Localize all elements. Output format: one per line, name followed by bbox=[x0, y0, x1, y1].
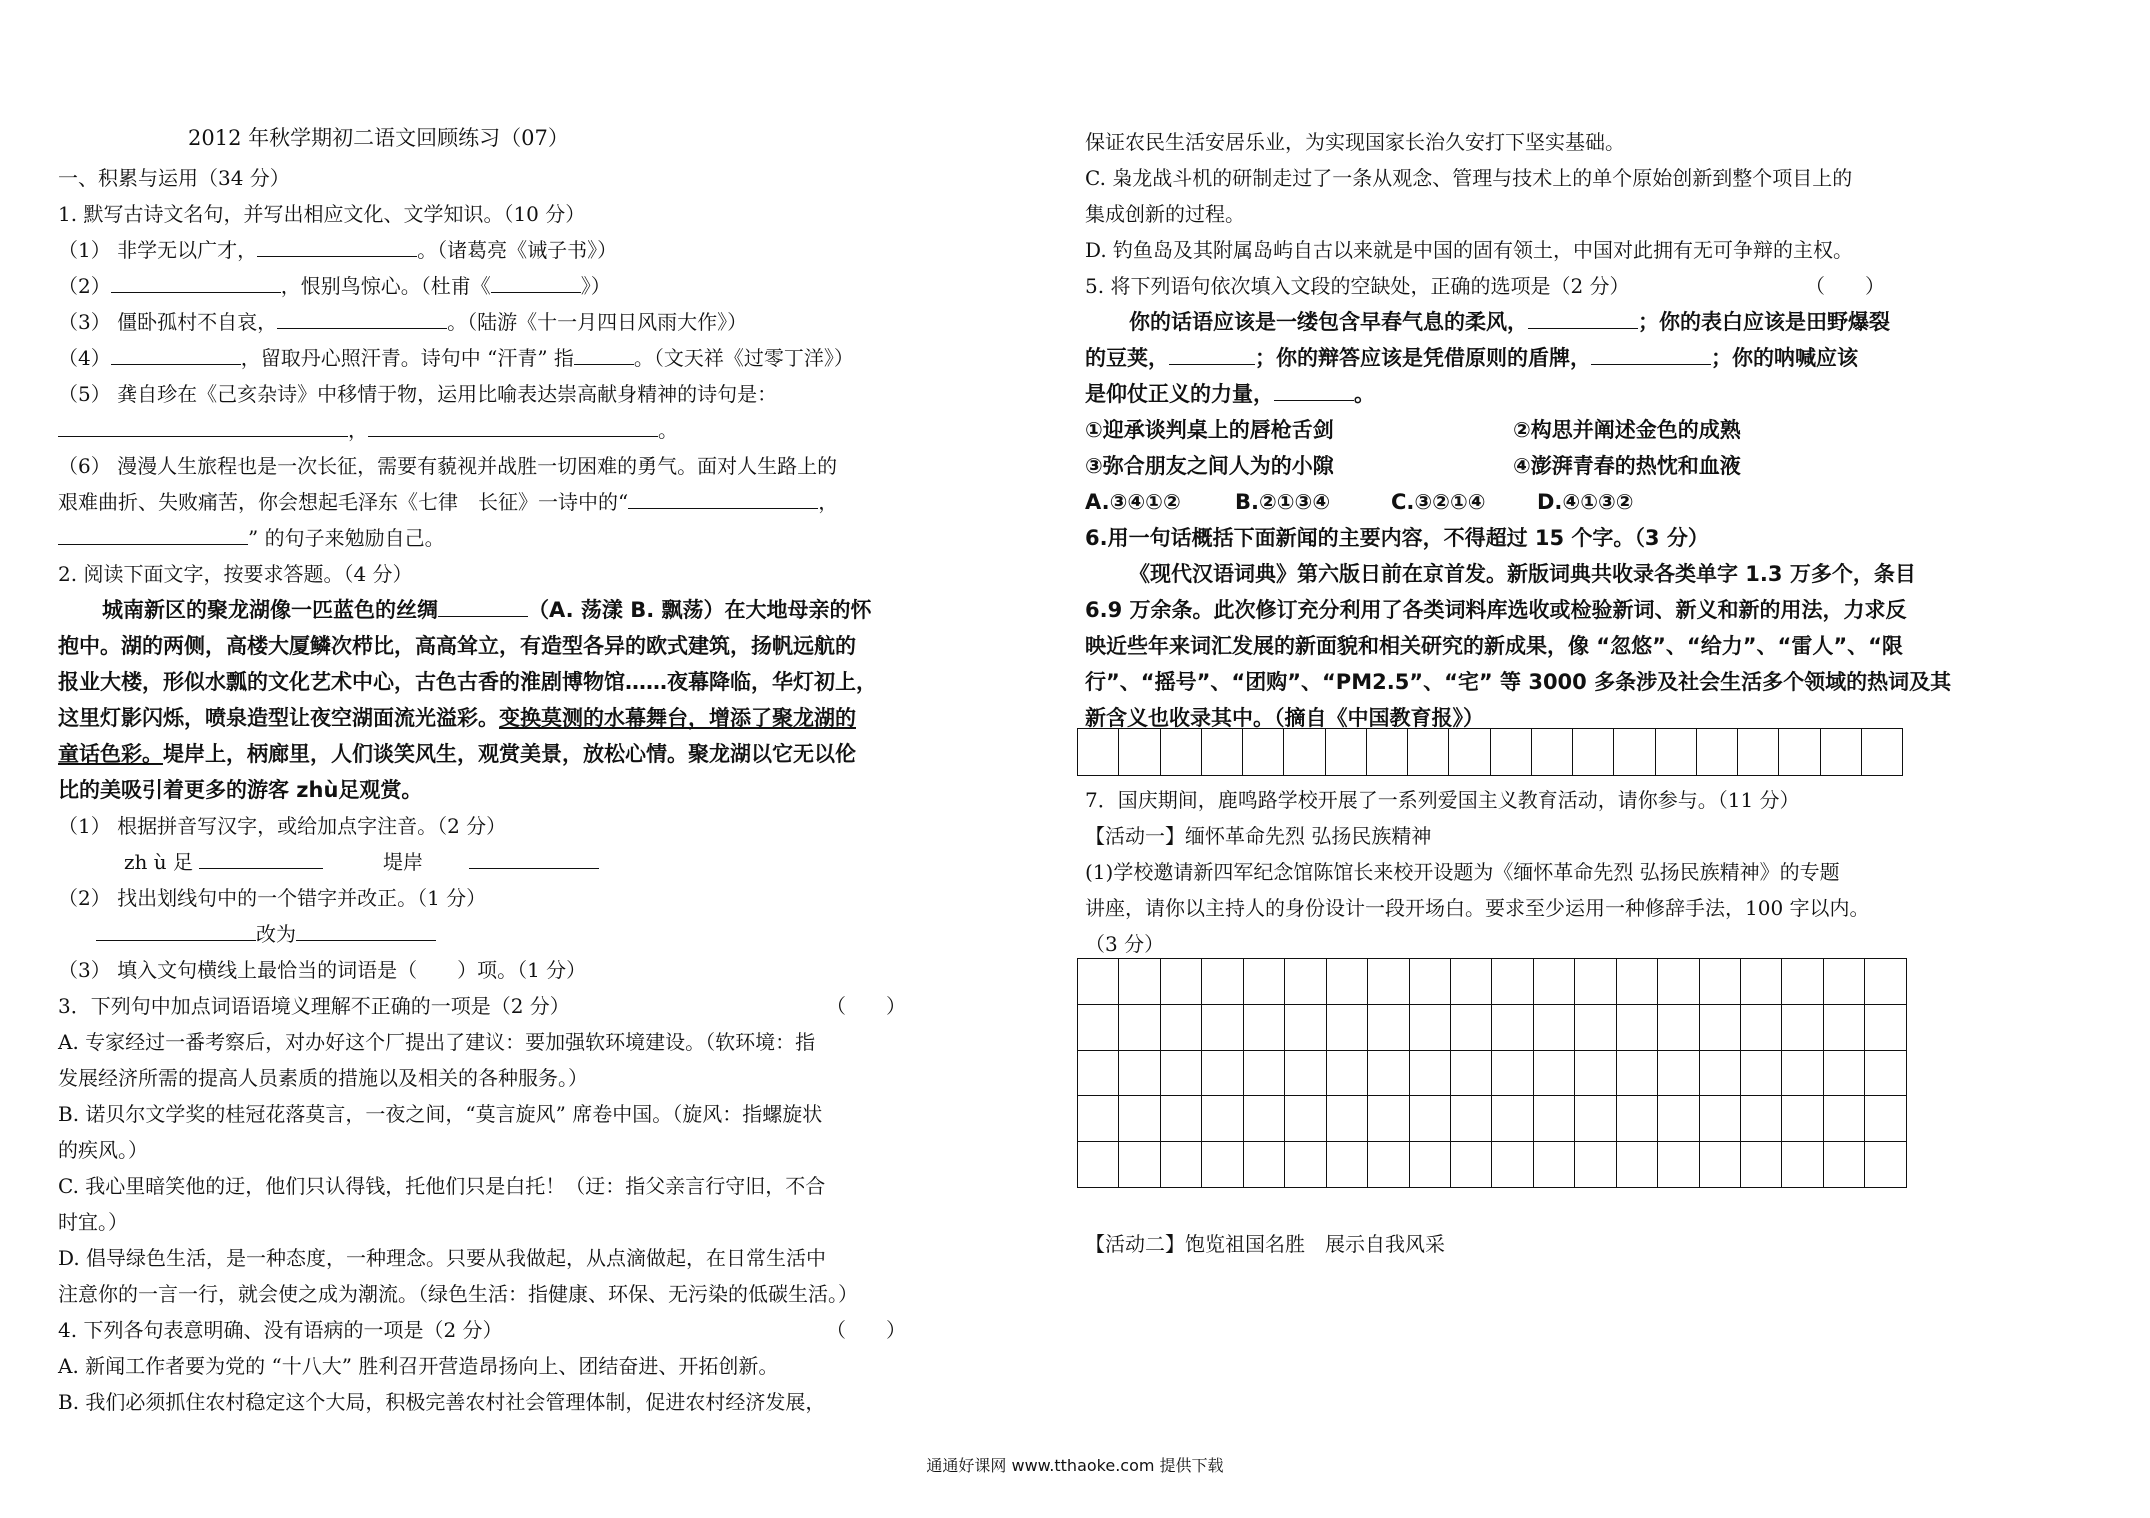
answer-blank[interactable] bbox=[296, 920, 436, 941]
passage-line: 城南新区的聚龙湖像一匹蓝色的丝绸 （A. 荡漾 B. 飘荡）在大地母亲的怀 bbox=[102, 598, 872, 622]
answer-blank[interactable] bbox=[469, 848, 599, 869]
option-c: C. 我心里暗笑他的迂，他们只认得钱，托他们只是白托！（迂：指父亲言行守旧，不合 bbox=[58, 1174, 826, 1198]
news-line: 新含义也收录其中。（摘自《中国教育报》） bbox=[1085, 706, 1484, 730]
answer-blank[interactable] bbox=[491, 272, 581, 293]
passage-line: 报业大楼，形似水瓢的文化艺术中心，古色古香的淮剧博物馆……夜幕降临，华灯初上， bbox=[58, 670, 877, 694]
section-heading: 一、积累与运用（34 分） bbox=[58, 166, 290, 190]
answer-blank[interactable] bbox=[96, 920, 256, 941]
q1-item-2: （2） ，恨别鸟惊心。（杜甫《 》） bbox=[58, 274, 611, 298]
option-d: D.④①③② bbox=[1537, 490, 1634, 514]
q1-item-6-line3: ” 的句子来勉励自己。 bbox=[58, 524, 445, 552]
option-b: B. 诺贝尔文学奖的桂冠花落莫言，一夜之间，“莫言旋风” 席卷中国。（旋风：指螺旋状 bbox=[58, 1102, 823, 1126]
passage-line: 你的话语应该是一缕包含早春气息的柔风， ；你的表白应该是田野爆裂 bbox=[1129, 310, 1890, 334]
answer-blank[interactable] bbox=[111, 344, 241, 365]
answer-blank[interactable] bbox=[368, 416, 658, 437]
q1-item-6-line2: 艰难曲折、失败痛苦，你会想起毛泽东《七律 长征》一诗中的“ ， bbox=[58, 490, 839, 514]
q2-item-2-blanks: 改为 bbox=[96, 920, 436, 948]
option-b: B. 我们必须抓住农村稳定这个大局，积极完善农村社会管理体制，促进农村经济发展， bbox=[58, 1390, 826, 1414]
q2-item-3: （3） 填入文句横线上最恰当的词语是（ ）项。（1 分） bbox=[58, 958, 587, 982]
answer-parens[interactable]: （ ） bbox=[826, 1318, 906, 1342]
answer-blank[interactable] bbox=[438, 596, 528, 617]
footer-credit: 通通好课网 www.tthaoke.com 提供下载 bbox=[926, 1456, 1224, 1475]
choice-2: ②构思并阐述金色的成熟 bbox=[1513, 418, 1741, 442]
answer-blank[interactable] bbox=[628, 488, 818, 509]
question-1: 1. 默写古诗文名句，并写出相应文化、文学知识。（10 分） bbox=[58, 202, 586, 226]
passage-line: 比的美吸引着更多的游客 zhù足观赏。 bbox=[58, 778, 423, 802]
activity-2-heading: 【活动二】饱览祖国名胜 展示自我风采 bbox=[1085, 1232, 1445, 1256]
question-7: 7．国庆期间，鹿鸣路学校开展了一系列爱国主义教育活动，请你参与。（11 分） bbox=[1085, 788, 1800, 812]
passage-line: 童话色彩。堤岸上，柄廊里，人们谈笑风生，观赏美景，放松心情。聚龙湖以它无以伦 bbox=[58, 742, 856, 766]
passage-line: 的豆荚， ；你的辩答应该是凭借原则的盾牌， ；你的呐喊应该 bbox=[1085, 346, 1858, 370]
answer-blank[interactable] bbox=[58, 524, 248, 545]
passage-line: 抱中。湖的两侧，高楼大厦鳞次栉比，高高耸立，有造型各异的欧式建筑，扬帆远航的 bbox=[58, 634, 856, 658]
answer-parens[interactable]: （ ） bbox=[826, 994, 906, 1018]
q1-item-6: （6） 漫漫人生旅程也是一次长征，需要有藐视并战胜一切困难的勇气。面对人生路上的 bbox=[58, 454, 838, 478]
answer-blank[interactable] bbox=[199, 848, 323, 869]
option-d-cont: 注意你的一言一行，就会使之成为潮流。（绿色生活：指健康、环保、无污染的低碳生活。） bbox=[58, 1282, 858, 1306]
answer-grid-q7[interactable] bbox=[1077, 958, 1907, 1188]
q1-item-3: （3） 僵卧孤村不自哀， 。（陆游《十一月四日风雨大作》） bbox=[58, 310, 748, 334]
answer-blank[interactable] bbox=[574, 344, 634, 365]
answer-blank[interactable] bbox=[1528, 308, 1638, 329]
question-6: 6.用一句话概括下面新闻的主要内容，不得超过 15 个字。（3 分） bbox=[1085, 526, 1709, 550]
news-line: 行”、“摇号”、“团购”、“PM2.5”、“宅” 等 3000 多条涉及社会生活多个领域的热词及其 bbox=[1085, 670, 1952, 694]
option-a: A.③④①② bbox=[1085, 490, 1181, 514]
option-a: A. 专家经过一番考察后，对办好这个厂提出了建议：要加强软环境建设。（软环境：指 bbox=[58, 1030, 816, 1054]
option-c: C. 枭龙战斗机的研制走过了一条从观念、管理与技术上的单个原始创新到整个项目上的 bbox=[1085, 166, 1853, 190]
answer-blank[interactable] bbox=[1591, 344, 1711, 365]
news-line: 《现代汉语词典》第六版日前在京首发。新版词典共收录各类单字 1.3 万多个，条目 bbox=[1129, 562, 1916, 586]
option-b-cont: 保证农民生活安居乐业，为实现国家长治久安打下坚实基础。 bbox=[1085, 130, 1625, 154]
passage-line: 是仰仗正义的力量， 。 bbox=[1085, 382, 1375, 406]
q1-item-1: （1） 非学无以广才， 。（诸葛亮《诫子书》） bbox=[58, 238, 618, 262]
page-title: 2012 年秋学期初二语文回顾练习（07） bbox=[188, 126, 569, 150]
activity-1-heading: 【活动一】缅怀革命先烈 弘扬民族精神 bbox=[1085, 824, 1432, 848]
q1-item-5: （5） 龚自珍在《己亥杂诗》中移情于物，运用比喻表达崇高献身精神的诗句是： bbox=[58, 382, 778, 406]
q2-item-2: （2） 找出划线句中的一个错字并改正。（1 分） bbox=[58, 886, 487, 910]
question-4: 4. 下列各句表意明确、没有语病的一项是（2 分） bbox=[58, 1318, 503, 1342]
answer-blank[interactable] bbox=[111, 272, 281, 293]
answer-blank[interactable] bbox=[1274, 380, 1354, 401]
choice-3: ③弥合朋友之间人为的小隙 bbox=[1085, 454, 1334, 478]
choice-4: ④澎湃青春的热忱和血液 bbox=[1513, 454, 1741, 478]
q1-item-5-blanks: ， 。 bbox=[58, 416, 678, 444]
activity-1-task-cont: 讲座，请你以主持人的身份设计一段开场白。要求至少运用一种修辞手法，100 字以内。 bbox=[1085, 896, 1870, 920]
option-a-cont: 发展经济所需的提高人员素质的措施以及相关的各种服务。） bbox=[58, 1066, 588, 1090]
answer-blank[interactable] bbox=[1169, 344, 1255, 365]
option-d: D. 钓鱼岛及其附属岛屿自古以来就是中国的固有领土，中国对此拥有无可争辩的主权。 bbox=[1085, 238, 1854, 262]
underlined-sentence: 变换莫测的水幕舞台，增添了聚龙湖的 bbox=[499, 706, 856, 730]
question-3: 3．下列句中加点词语语境义理解不正确的一项是（2 分） bbox=[58, 994, 570, 1018]
answer-parens[interactable]: （ ） bbox=[1805, 274, 1885, 298]
news-line: 映近些年来词汇发展的新面貌和相关研究的新成果，像 “忽悠”、“给力”、“雷人”、“限 bbox=[1085, 634, 1903, 658]
question-5: 5. 将下列语句依次填入文段的空缺处，正确的选项是（2 分） bbox=[1085, 274, 1630, 298]
q1-item-4: （4） ，留取丹心照汗青。诗句中 “汗青” 指 。（文天祥《过零丁洋》） bbox=[58, 346, 854, 370]
choice-1: ①迎承谈判桌上的唇枪舌剑 bbox=[1085, 418, 1334, 442]
option-c: C.③②①④ bbox=[1391, 490, 1486, 514]
passage-line: 这里灯影闪烁，喷泉造型让夜空湖面流光溢彩。变换莫测的水幕舞台，增添了聚龙湖的 bbox=[58, 706, 856, 730]
answer-blank[interactable] bbox=[58, 416, 348, 437]
option-c-cont: 时宜。） bbox=[58, 1210, 128, 1234]
news-line: 6.9 万余条。此次修订充分利用了各类词料库选收或检验新词、新义和新的用法，力求反 bbox=[1085, 598, 1907, 622]
answer-grid-q6[interactable] bbox=[1077, 728, 1903, 776]
question-2: 2. 阅读下面文字，按要求答题。（4 分） bbox=[58, 562, 413, 586]
underlined-sentence: 童话色彩。 bbox=[58, 742, 163, 766]
option-b-cont: 的疾风。） bbox=[58, 1138, 148, 1162]
answer-blank[interactable] bbox=[277, 308, 447, 329]
option-c-cont: 集成创新的过程。 bbox=[1085, 202, 1245, 226]
option-d: D. 倡导绿色生活，是一种态度，一种理念。只要从我做起，从点滴做起，在日常生活中 bbox=[58, 1246, 827, 1270]
option-b: B.②①③④ bbox=[1235, 490, 1331, 514]
answer-blank[interactable] bbox=[257, 236, 417, 257]
option-a: A. 新闻工作者要为党的 “十八大” 胜利召开营造昂扬向上、团结奋进、开拓创新。 bbox=[58, 1354, 779, 1378]
q2-item-1: （1） 根据拼音写汉字，或给加点字注音。（2 分） bbox=[58, 814, 507, 838]
q2-item-1-blanks: zh ù 足 堤岸 bbox=[124, 848, 599, 876]
activity-1-task: (1)学校邀请新四军纪念馆陈馆长来校开设题为《缅怀革命先烈 弘扬民族精神》的专题 bbox=[1085, 860, 1840, 884]
activity-1-score: （3 分） bbox=[1085, 932, 1165, 956]
